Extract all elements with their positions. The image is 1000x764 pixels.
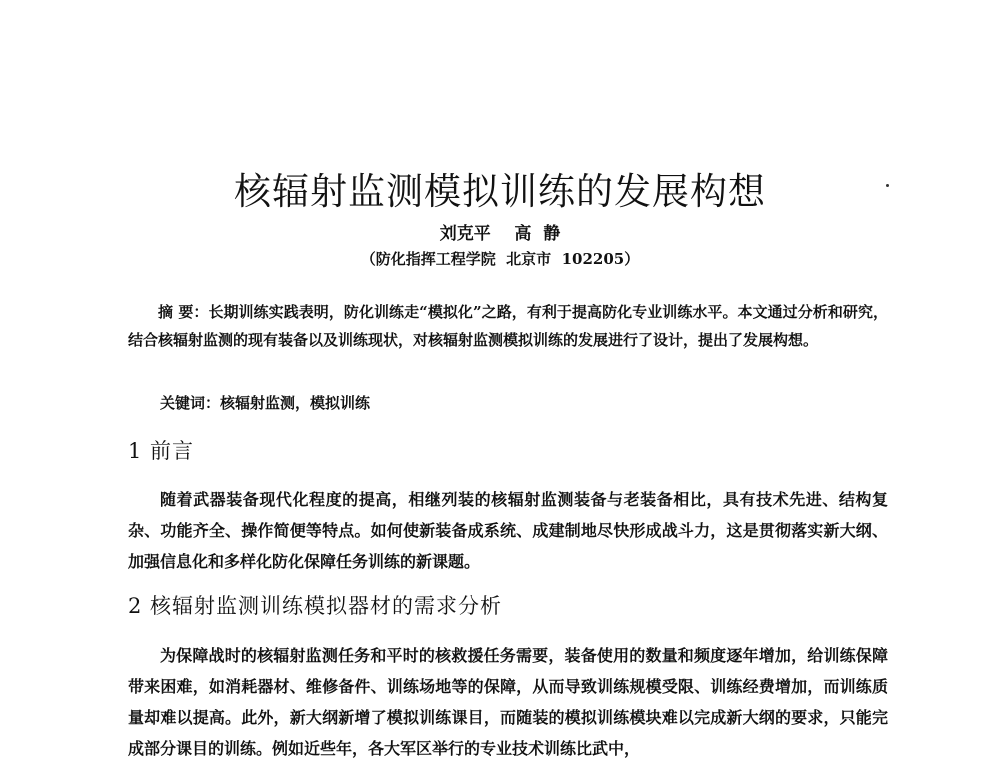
paper-title: 核辐射监测模拟训练的发展构想 (234, 170, 766, 213)
section-paragraph-introduction: 随着武器装备现代化程度的提高，相继列装的核辐射监测装备与老装备相比，具有技术先进、结构复杂、功能齐全、操作简便等特点。如何使新装备成系统、成建制地尽快形成战斗力，这是贯彻落实新大纲、加强信息化和多样化防化保障任务训练的新课题。 (128, 490, 888, 571)
section-heading-demand-analysis: 2 核辐射监测训练模拟器材的需求分析 (128, 594, 503, 618)
section-paragraph-demand-analysis: 为保障战时的核辐射监测任务和平时的核救援任务需要，装备使用的数量和频度逐年增加，给训练保障带来困难，如消耗器材、维修备件、训练场地等的保障，从而导致训练规模受限、训练经费增加，而训练质量却难以提高。此外，新大纲新增了模拟训练课目，而随装的模拟训练模块难以完成新大纲的要求，只能完成部分课目的训练。例如近些年，各大军区举行的专业技术训练比武中， (128, 646, 888, 758)
abstract-text: 长期训练实践表明，防化训练走“模拟化”之路，有利于提高防化专业训练水平。本文通过分析和研究，结合核辐射监测的现有装备以及训练现状，对核辐射监测模拟训练的发展进行了设计，提出了发展构想。 (128, 303, 888, 349)
section-heading-introduction: 1 前言 (128, 439, 195, 463)
keywords (160, 390, 880, 416)
scan-speck (886, 184, 889, 187)
keywords-label: 关键词： (160, 394, 221, 412)
abstract (128, 298, 888, 354)
keywords-text: 核辐射监测，模拟训练 (220, 394, 371, 412)
abstract-label: 摘 要： (158, 303, 209, 321)
paper-affiliation: （防化指挥工程学院 北京市 102205） (360, 250, 640, 268)
paper-authors: 刘克平 高 静 (439, 224, 561, 244)
